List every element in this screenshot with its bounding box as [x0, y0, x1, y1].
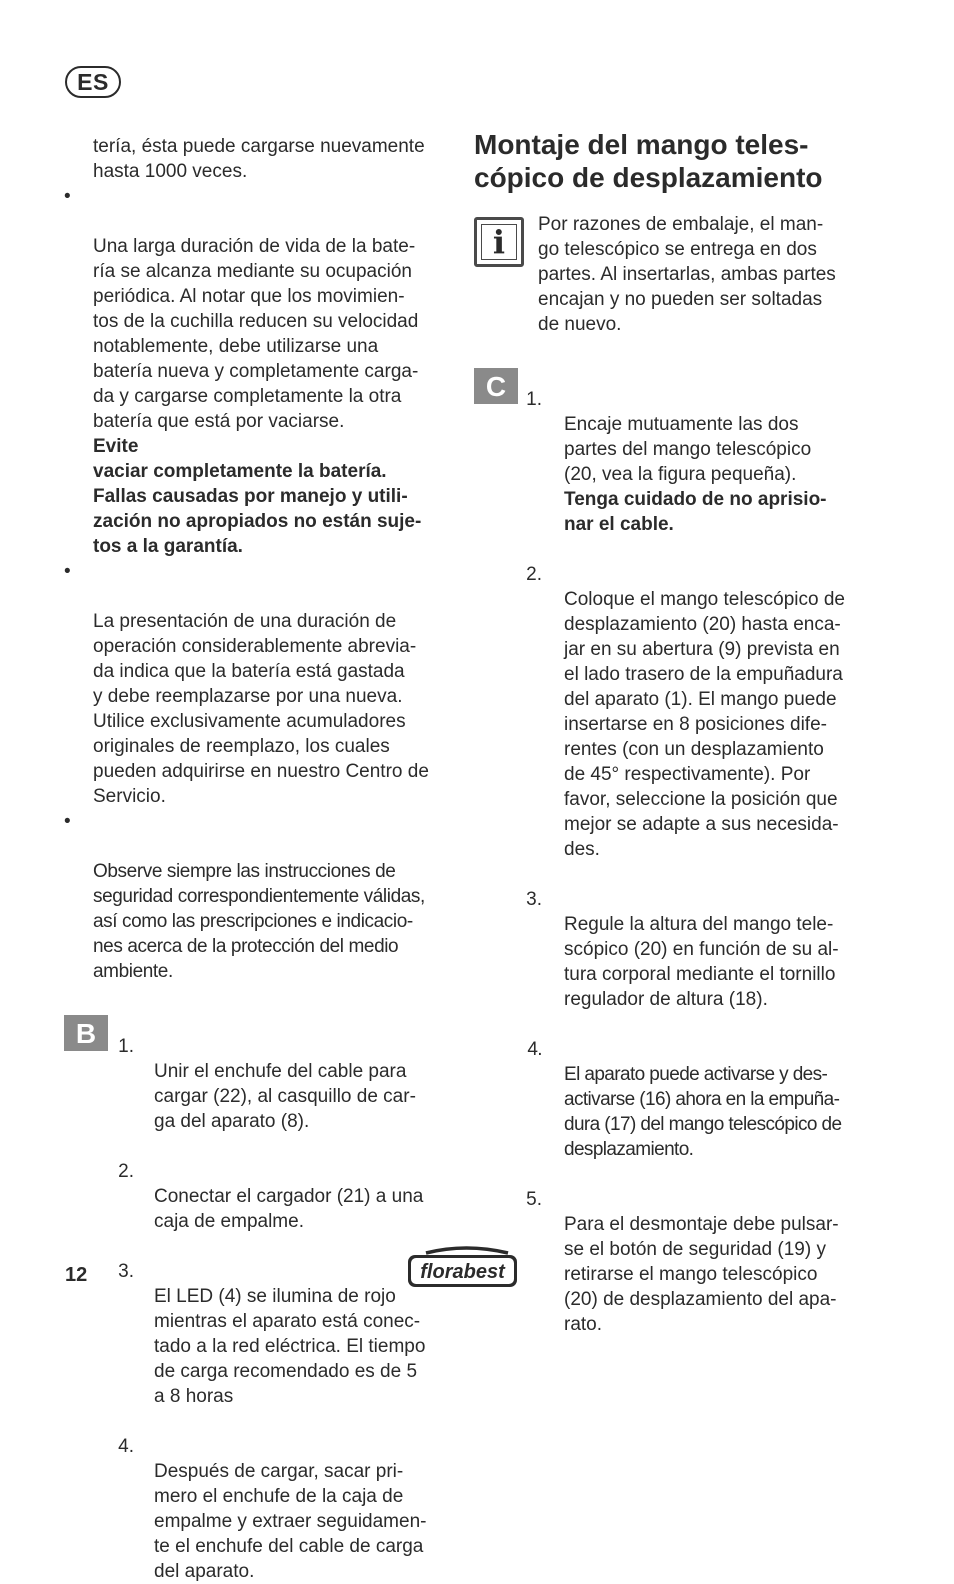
step-item	[474, 862, 864, 1012]
bullet-dot: •	[64, 186, 71, 207]
bullet-item-safety	[64, 809, 454, 984]
section-heading: Montaje del mango teles- cópico de desplazamiento	[474, 129, 823, 193]
continued-paragraph: tería, ésta puede cargarse nuevamente hasta 1000 veces.	[93, 136, 425, 182]
step-text: Encaje mutuamente las dos partes del mango telescópico (20, vea la figura pequeña).	[564, 414, 812, 485]
florabest-logo	[406, 1244, 519, 1290]
page-number: 12	[65, 1264, 88, 1286]
step-c-icon: C	[474, 368, 518, 404]
right-column	[474, 128, 864, 1337]
step-text: Conectar el cargador (21) a una caja de empalme.	[154, 1186, 424, 1232]
step-text: El aparato puede activarse y des- activarse (16) ahora en la empuña- dura (17) del mango telescópico de desplazamiento.	[564, 1064, 842, 1160]
language-badge: ES	[65, 66, 121, 98]
step-text: El LED (4) se ilumina de rojo mientras el aparato está conec- tado a la red eléctrica. El tiempo de carga recomendado es de 5 a 8 horas	[154, 1286, 426, 1407]
step-item	[64, 1009, 454, 1134]
bullet-text: Una larga duración de vida de la bate- ría se alcanza mediante su ocupación periódica. Al notar que los movimien- tos de la cuchilla reducen su velocidad notablemente, debe utilizarse una batería nueva y completamente carga- da y cargarse completamente la otra batería que está por vaciarse.	[93, 236, 419, 432]
bullet-text: Observe siempre las instrucciones de seguridad correspondientemente válidas, así como las prescripciones e indicacio- nes acerca de la protección del medio ambiente.	[93, 861, 425, 982]
step-block-b	[64, 1009, 454, 1584]
step-number: 3.	[118, 1261, 134, 1282]
step-item	[474, 537, 864, 862]
step-item	[474, 1162, 864, 1337]
step-text: Después de cargar, sacar pri- mero el enchufe de la caja de empalme y extraer seguidamen- te el enchufe del cable de carga del aparato.	[154, 1461, 427, 1582]
step-number: 2.	[526, 564, 542, 585]
info-note	[474, 212, 864, 337]
step-bold-warning: Tenga cuidado de no aprisio- nar el cable.	[564, 489, 827, 535]
bullet-dot: •	[64, 811, 71, 832]
step-item	[64, 1134, 454, 1234]
logo-text: florabest	[420, 1261, 505, 1283]
step-number: 1.	[118, 1036, 134, 1057]
bullet-text: La presentación de una duración de operación considerablemente abrevia- da indica que la batería está gastada y debe reemplazarse por una nueva. Utilice exclusivamente acumuladores originales de reemplazo, los cuales pueden adquirirse en nuestro Centro de Servicio.	[93, 611, 429, 807]
step-item	[64, 1234, 454, 1409]
step-text: Unir el enchufe del cable para cargar (22), al casquillo de car- ga del aparato (8).	[154, 1061, 416, 1132]
info-text: Por razones de embalaje, el man- go telescópico se entrega en dos partes. Al insertarlas, ambas partes encajan y no pueden ser soltadas de nuevo.	[538, 214, 836, 335]
step-number: 3.	[526, 889, 542, 910]
bullet-bold-warning: Evite vaciar completamente la batería. Fallas causadas por manejo y utili- zación no apropiados no están suje- tos a la garantía.	[93, 436, 422, 557]
step-b-icon: B	[64, 1015, 108, 1051]
bullet-dot: •	[64, 561, 71, 582]
step-number: 4.	[118, 1436, 134, 1457]
step-number: 5.	[526, 1189, 542, 1210]
bullet-item-battery-worn	[64, 559, 454, 809]
info-icon: i	[474, 217, 524, 267]
step-number: 1.	[526, 389, 542, 410]
step-item	[64, 1409, 454, 1584]
step-number: 4.	[527, 1039, 542, 1060]
step-text: Para el desmontaje debe pulsar- se el botón de seguridad (19) y retirarse el mango telescópico (20) de desplazamiento del apa- rato.	[564, 1214, 839, 1335]
step-block-c	[474, 362, 864, 1337]
step-text: Regule la altura del mango tele- scópico (20) en función de su al- tura corporal mediante el tornillo regulador de altura (18).	[564, 914, 839, 1010]
step-number: 2.	[118, 1161, 134, 1182]
step-item	[474, 362, 864, 537]
step-item	[474, 1012, 864, 1162]
step-text: Coloque el mango telescópico de desplazamiento (20) hasta enca- jar en su abertura (9) prevista en el lado trasero de la empuñadura del aparato (1). El mango puede insertarse en 8 posiciones dife- rentes (con un desplazamiento de 45° respectivamente). Por favor, seleccione la posición que mejor se adapte a sus necesida- des.	[564, 589, 845, 860]
left-column	[64, 134, 454, 1584]
bullet-item-battery-life	[64, 184, 454, 559]
